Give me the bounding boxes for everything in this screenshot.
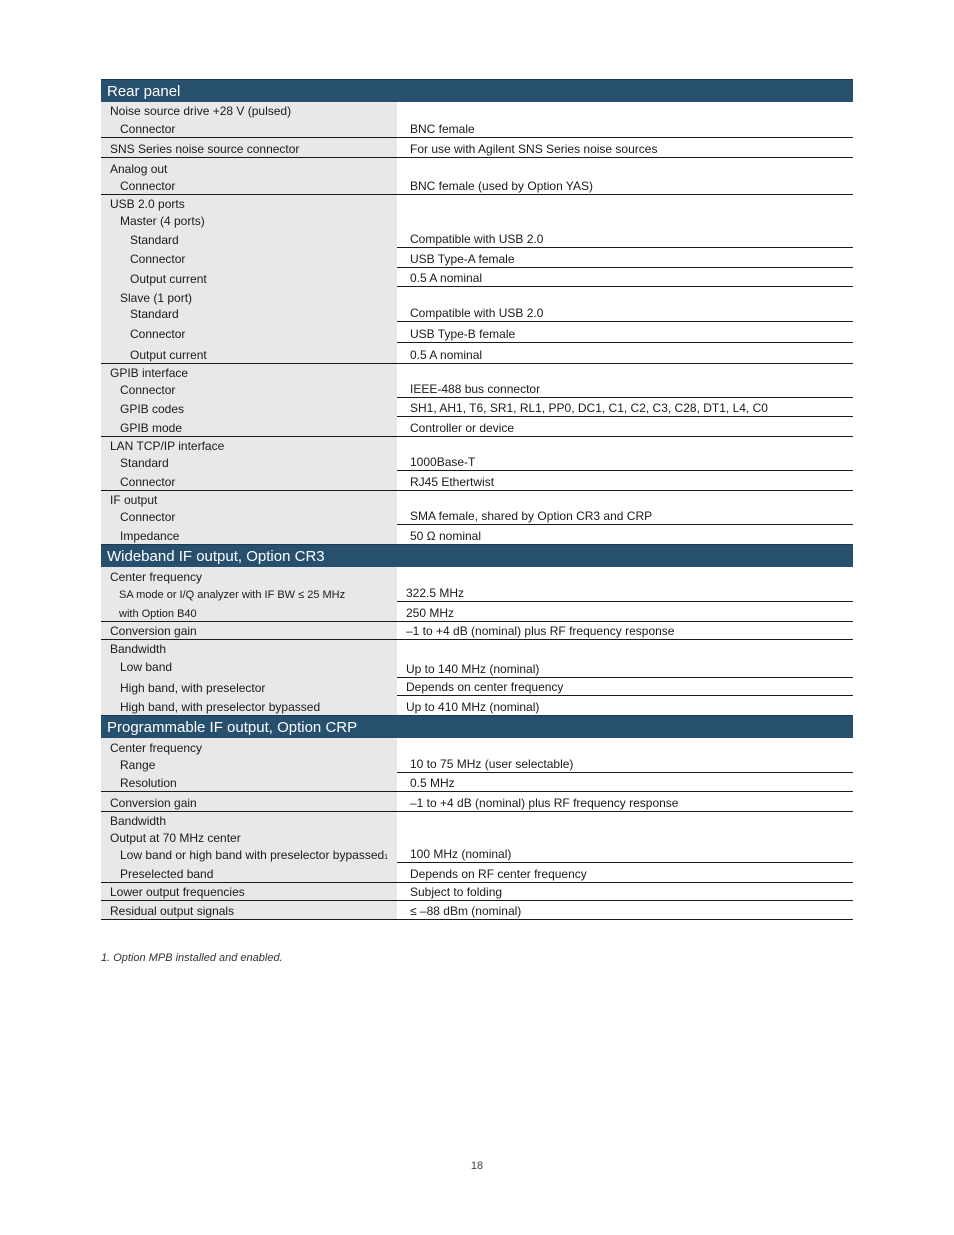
spec-labels [101,567,397,621]
spec-label: High band, with preselector [120,681,266,695]
spec-labels [101,792,397,811]
spec-label: Connector [130,252,186,266]
spec-label: Lower output frequencies [110,885,245,899]
spec-value: USB Type-A female [397,248,853,268]
spec-table [101,79,853,920]
spec-label: Standard [130,233,179,247]
spec-label: Low band [120,660,173,674]
spec-label: Impedance [120,529,180,543]
spec-value: SMA female, shared by Option CR3 and CRP [397,491,853,525]
spec-labels [101,195,397,363]
spec-label: Connector [120,383,176,397]
spec-label: Slave (1 port) [120,291,193,305]
spec-label: Range [120,758,156,772]
spec-labels [101,437,397,490]
spec-value: Depends on RF center frequency [410,867,587,881]
spec-group-sns [101,138,853,158]
spec-value: Up to 140 MHz (nominal) [397,640,853,678]
spec-label: Connector [120,122,176,136]
spec-label: Residual output signals [110,904,235,918]
spec-group-crp-center [101,738,853,792]
spec-value: IEEE-488 bus connector [397,364,853,398]
spec-values [397,792,853,811]
spec-group-cr3-gain [101,622,853,640]
spec-value: 0.5 A nominal [397,268,853,287]
spec-value: Up to 410 MHz (nominal) [406,700,540,714]
spec-group-crp-lower [101,883,853,901]
spec-value: 0.5 MHz [410,776,455,790]
spec-labels [101,158,397,194]
spec-value: 100 MHz (nominal) [397,812,853,863]
spec-label: GPIB mode [120,421,183,435]
spec-label: GPIB interface [110,366,189,380]
spec-label: Master (4 ports) [120,214,205,228]
spec-labels [101,640,397,715]
spec-label: Center frequency [110,570,203,584]
spec-label: Center frequency [110,741,203,755]
spec-value: 250 MHz [406,606,455,620]
spec-label: Connector [120,179,176,193]
spec-value: 10 to 75 MHz (user selectable) [397,738,853,773]
spec-label: Resolution [120,776,177,790]
spec-label: Connector [120,510,176,524]
spec-label: with Option B40 [119,608,197,620]
spec-labels [101,883,397,900]
spec-label: Bandwidth [110,814,167,828]
spec-value: 50 Ω nominal [410,529,482,543]
spec-labels [101,901,397,919]
spec-label-text: Low band or high band with preselector bypassed [120,848,385,862]
spec-values [397,812,853,882]
spec-labels [101,491,397,544]
spec-values [397,138,853,157]
spec-label: Conversion gain [110,796,197,810]
spec-label: Connector [120,475,176,489]
page-number: 18 [470,1160,484,1172]
spec-label: Preselected band [120,867,214,881]
spec-label: Output current [130,348,207,362]
spec-label: LAN TCP/IP interface [110,439,225,453]
section-header-crp: Programmable IF output, Option CRP [101,715,853,738]
section-header-rear-panel: Rear panel [101,79,853,102]
spec-value: –1 to +4 dB (nominal) plus RF frequency response [406,624,675,638]
spec-group-cr3-center [101,567,853,622]
spec-group-crp-residual [101,901,853,920]
spec-values [397,640,853,715]
spec-label: Output current [130,272,207,286]
spec-value: RJ45 Ethertwist [410,475,495,489]
spec-value: Subject to folding [410,885,503,899]
footnote: 1. Option MPB installed and enabled. [101,952,283,964]
spec-values [397,158,853,194]
spec-label: Standard [120,456,169,470]
spec-label: SA mode or I/Q analyzer with IF BW ≤ 25 MHz [119,589,346,601]
spec-values [397,738,853,791]
spec-labels [101,622,397,639]
spec-value: 0.5 A nominal [410,348,483,362]
spec-label: USB 2.0 ports [110,197,185,211]
spec-label: Standard [130,307,179,321]
spec-labels [101,102,397,137]
spec-group-noise-drive [101,102,853,138]
spec-value: 1000Base-T [397,437,853,471]
spec-labels [101,364,397,436]
spec-label: IF output [110,493,158,507]
spec-value: BNC female [410,122,475,136]
spec-value: Depends on center frequency [397,678,853,696]
spec-value: Compatible with USB 2.0 [397,287,853,322]
spec-label: GPIB codes [120,402,185,416]
spec-label: Output at 70 MHz center [110,831,241,845]
footnote-marker: 1 [384,854,389,861]
spec-label: Bandwidth [110,642,167,656]
spec-values [397,901,853,919]
spec-labels [101,738,397,791]
spec-value: USB Type-B female [397,322,853,343]
spec-value: SH1, AH1, T6, SR1, RL1, PP0, DC1, C1, C2, C3, C28, DT1, L4, C0 [397,398,853,417]
spec-values [397,102,853,137]
spec-values [397,883,853,900]
spec-values [397,491,853,544]
spec-label: Conversion gain [110,624,197,638]
spec-label: Connector [130,327,186,341]
spec-values [397,567,853,621]
spec-group-if-output [101,491,853,544]
spec-values [397,195,853,363]
spec-value: –1 to +4 dB (nominal) plus RF frequency response [410,796,679,810]
spec-value: 322.5 MHz [397,567,853,602]
spec-value: BNC female (used by Option YAS) [410,179,593,193]
spec-values [397,622,853,639]
spec-group-analog-out [101,158,853,195]
spec-value: For use with Agilent SNS Series noise sources [410,142,658,156]
spec-group-usb [101,195,853,364]
spec-value: Compatible with USB 2.0 [397,195,853,248]
spec-label: Analog out [110,162,168,176]
section-header-cr3: Wideband IF output, Option CR3 [101,544,853,567]
spec-label [110,846,397,863]
spec-value: Controller or device [410,421,515,435]
spec-labels [101,138,397,157]
spec-group-crp-bandwidth [101,812,853,883]
spec-group-cr3-bandwidth [101,640,853,715]
spec-labels [101,812,397,882]
spec-label: Noise source drive +28 V (pulsed) [110,104,292,118]
spec-label: High band, with preselector bypassed [120,700,321,714]
spec-group-gpib [101,364,853,437]
spec-group-crp-gain [101,792,853,812]
spec-values [397,437,853,490]
spec-group-lan [101,437,853,491]
spec-label: SNS Series noise source connector [110,142,300,156]
spec-values [397,364,853,436]
spec-value: ≤ –88 dBm (nominal) [410,904,522,918]
